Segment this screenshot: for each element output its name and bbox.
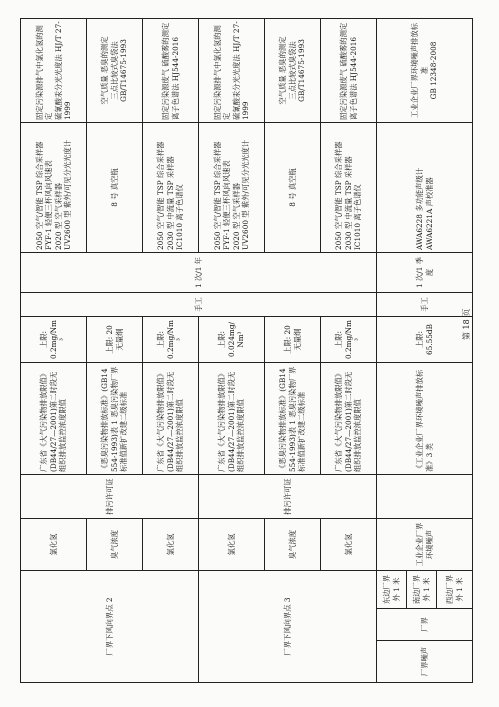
analysis-cell: [265, 19, 321, 123]
noise-instrument-cell: [377, 123, 473, 253]
monitoring-table: [20, 18, 473, 683]
instrument-line: AWA6221A 声校准器: [424, 177, 434, 250]
pollutant-cell: 氯化氢: [21, 519, 87, 571]
noise-point-cell: 西边厂界外 1 米: [437, 571, 473, 609]
instrument-line: 2050 空气/智能 TSP 综合采样器: [212, 141, 222, 250]
page-number: 第 18 页: [462, 308, 471, 340]
limit-line: 上限:: [334, 330, 344, 349]
table-row: [377, 19, 407, 683]
instrument-cell: 8 号 真空瓶: [265, 123, 321, 253]
noise-limit-cell: [377, 317, 473, 363]
noise-pollutant-cell: 工业企业厂界环境噪声: [377, 519, 473, 571]
pollutant-cell: 氯化氢: [321, 519, 377, 571]
analysis-cell: [143, 19, 199, 123]
analysis-line: 空气质量 恶臭的测定: [100, 36, 110, 105]
instrument-cell: [21, 123, 87, 253]
standard-cell: 《恶臭污染物排放标准》(GB14554-1993)表 1 恶臭污染物厂界标准值新扩改建二级标准: [265, 363, 321, 475]
permit-cell: 排污许可证: [199, 475, 377, 519]
pollutant-cell: 臭气浓度: [87, 519, 143, 571]
instrument-line: 2030 型 中流量 TSP 采样器: [343, 156, 353, 250]
noise-frequency-cell: 1 次/1 季度: [377, 253, 473, 293]
noise-category-cell: 厂界噪声: [377, 641, 473, 683]
analysis-line: GB 12348-2008: [429, 41, 439, 100]
limit-line: 上限:: [156, 330, 166, 349]
instrument-line: 2050 空气/智能 TSP 综合采样器: [156, 141, 166, 250]
analysis-line: 工业企业厂界环境噪声排放标准: [410, 23, 429, 118]
analysis-cell: [21, 19, 87, 123]
analysis-line: GB/T14675-1993: [119, 39, 129, 102]
instrument-line: FYF-1 轻便三杯风向风速表: [44, 160, 54, 250]
limit-line: 0.2mg/Nm³: [48, 320, 68, 359]
analysis-line: 固定污染源排气中氯化氢的测定: [212, 25, 232, 120]
noise-standard-cell: 《工业企业厂界环境噪声排放标准》3 类: [377, 363, 473, 475]
standard-cell: 广东省《大气污染物排放限值》(DB44/27—2001)第二时段无组织排放监控浓度限值: [321, 363, 377, 475]
instrument-line: FYF-1 轻便三杯风向风速表: [222, 160, 232, 250]
instrument-cell: [199, 123, 265, 253]
pollutant-cell: 臭气浓度: [265, 519, 321, 571]
noise-sub-cell: 厂界: [377, 609, 473, 641]
instrument-line: 2020 型 空气采样器: [53, 183, 63, 250]
limit-line: 上限:: [39, 330, 49, 349]
limit-line: 0.2mg/Nm³: [165, 320, 185, 359]
limit-cell: [21, 317, 87, 363]
analysis-line: 三点比较式臭袋法: [109, 41, 119, 100]
standard-cell: 广东省《大气污染物排放限值》(DB44/27—2001)第二时段无组织排放监控浓度限值: [21, 363, 87, 475]
pollutant-cell: 氯化氢: [199, 519, 265, 571]
instrument-cell: [143, 123, 199, 253]
instrument-line: 2030 型 中流量 TSP 采样器: [165, 156, 175, 250]
analysis-line: 离子色谱法 HJ544-2016: [170, 36, 180, 120]
rotated-table-container: [20, 19, 472, 683]
instrument-line: IC1010 离子色谱仪: [175, 184, 185, 250]
point-cell: 厂界下风向界点 2: [21, 571, 199, 683]
analysis-line: GB/T14675-1993: [297, 39, 307, 102]
limit-line: 上限: 20: [283, 325, 293, 354]
instrument-cell: [321, 123, 377, 253]
limit-line: 无量纲: [292, 328, 302, 351]
instrument-line: AWA6228 多功能声级计: [415, 167, 425, 250]
noise-point-cell: 东边厂界外 1 米: [377, 571, 407, 609]
instrument-line: UV2600 型 紫外/可见分光光度计: [62, 139, 72, 250]
instrument-cell: 8 号 真空瓶: [87, 123, 143, 253]
limit-line: 0.024mg/Nm³: [226, 322, 246, 357]
analysis-line: 离子色谱法 HJ544-2016: [348, 36, 358, 120]
pollutant-cell: 氯化氢: [143, 519, 199, 571]
frequency-cell: 1 次/1 年: [21, 253, 377, 293]
limit-cell: [265, 317, 321, 363]
limit-line: 65.55dB: [424, 324, 434, 355]
limit-line: 上限:: [217, 330, 227, 349]
standard-cell: 《恶臭污染物排放标准》(GB14554-1993)表 1 恶臭污染物厂界标准值新扩改建二级标准: [87, 363, 143, 475]
limit-line: 0.2mg/Nm³: [343, 320, 363, 359]
method-cell: 手工: [21, 293, 377, 317]
table-row: [21, 19, 87, 683]
limit-cell: [199, 317, 265, 363]
limit-line: 上限:: [415, 330, 425, 349]
analysis-line: 硫氰酸汞分光光度法 HJ/T 27-1999: [53, 21, 72, 120]
limit-cell: [87, 317, 143, 363]
instrument-line: 2050 空气/智能 TSP 综合采样器: [34, 141, 44, 250]
noise-analysis-cell: [377, 19, 473, 123]
analysis-line: 硫氰酸汞分光光度法 HJ/T 27-1999: [231, 21, 250, 120]
instrument-line: 2050 空气/智能 TSP 综合采样器: [334, 141, 344, 250]
permit-cell: 排污许可证: [21, 475, 199, 519]
limit-cell: [321, 317, 377, 363]
analysis-line: 固定污染源废气 硫酸雾的测定: [339, 22, 349, 120]
analysis-line: 空气质量 恶臭的测定: [278, 36, 288, 105]
instrument-line: UV2600 型 紫外/可见分光光度计: [240, 139, 250, 250]
analysis-cell: [87, 19, 143, 123]
analysis-cell: [199, 19, 265, 123]
instrument-line: IC1010 离子色谱仪: [353, 184, 363, 250]
instrument-line: 2020 型 空气采样器: [231, 183, 241, 250]
noise-method-cell: 手工: [377, 293, 473, 317]
limit-cell: [143, 317, 199, 363]
limit-line: 上限: 20: [105, 325, 115, 354]
table-row: [199, 19, 265, 683]
analysis-line: 固定污染源废气 硫酸雾的测定: [161, 22, 171, 120]
noise-permit-cell: [377, 475, 473, 519]
standard-cell: 广东省《大气污染物排放限值》(DB44/27—2001)第二时段无组织排放监控浓度限值: [199, 363, 265, 475]
noise-point-cell: 南边厂界外 1 米: [407, 571, 437, 609]
limit-line: 无量纲: [114, 328, 124, 351]
point-cell: 厂界下风向界点 3: [199, 571, 377, 683]
standard-cell: 广东省《大气污染物排放限值》(DB44/27—2001)第二时段无组织排放监控浓度限值: [143, 363, 199, 475]
analysis-line: 三点比较式臭袋法: [287, 41, 297, 100]
analysis-cell: [321, 19, 377, 123]
analysis-line: 固定污染源排气中氯化氢的测定: [34, 25, 54, 120]
